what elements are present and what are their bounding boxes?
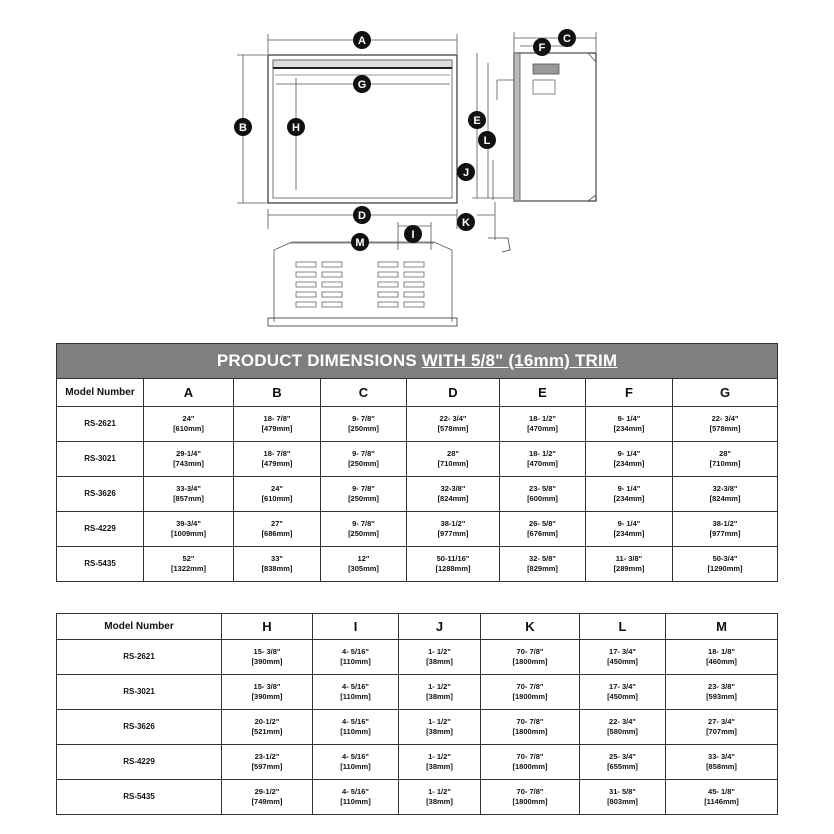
dimension-cell (407, 547, 500, 582)
dimension-inches: 9- 1/4" (617, 484, 641, 493)
dimension-mm: [470mm] (527, 459, 558, 468)
svg-text:H: H (292, 122, 300, 134)
dimension-cell (144, 442, 234, 477)
dimension-mm: [578mm] (709, 424, 741, 433)
dimension-mm: [676mm] (527, 529, 558, 538)
dimension-mm: [824mm] (437, 494, 469, 503)
dimension-mm: [460mm] (706, 657, 737, 666)
dimension-mm: [977mm] (709, 529, 741, 538)
column-header: Model Number (57, 379, 144, 407)
dimension-mm: [686mm] (261, 529, 293, 538)
table-row (57, 780, 778, 815)
svg-text:G: G (357, 79, 367, 91)
dimension-cell (399, 745, 481, 780)
dimension-mm: [250mm] (348, 529, 379, 538)
dimension-inches: 24" (271, 484, 283, 493)
dimension-inches: 18- 7/8" (263, 414, 291, 423)
dimension-mm: [450mm] (607, 657, 638, 666)
dimension-mm: [824mm] (709, 494, 741, 503)
dimension-cell (586, 407, 673, 442)
dimension-mm: [250mm] (348, 494, 379, 503)
dimension-mm: [234mm] (613, 529, 645, 538)
dimension-mm: [707mm] (706, 727, 737, 736)
dimension-mm: [578mm] (437, 424, 469, 433)
table-title-underlined: WITH 5/8" (16mm) TRIM (421, 351, 618, 370)
dimension-mm: [1288mm] (435, 564, 471, 573)
table-header-row (57, 614, 778, 640)
dimension-inches: 45- 1/8" (708, 787, 735, 796)
dimension-inches: 33" (271, 554, 283, 563)
column-header: D (407, 379, 500, 407)
dimension-inches: 9- 1/4" (617, 519, 641, 528)
dimension-inches: 24" (182, 414, 195, 423)
dimension-cell (500, 407, 586, 442)
dimension-cell (144, 512, 234, 547)
dimension-cell (481, 710, 580, 745)
column-header: M (666, 614, 778, 640)
dimension-mm: [710mm] (437, 459, 469, 468)
dimension-mm: [1146mm] (704, 797, 739, 806)
dimension-cell (666, 675, 778, 710)
dimension-inches: 18- 1/2" (529, 449, 556, 458)
table-row (57, 512, 778, 547)
dimension-cell (313, 640, 399, 675)
callout-c (558, 29, 576, 47)
dimension-inches: 4- 5/16" (342, 682, 369, 691)
dimension-inches: 70- 7/8" (516, 682, 544, 691)
dimension-cell (144, 477, 234, 512)
dimension-inches: 22- 3/4" (439, 414, 467, 423)
dimension-cell (673, 407, 778, 442)
dimension-inches: 70- 7/8" (516, 647, 544, 656)
svg-text:M: M (355, 237, 365, 249)
model-number-cell: RS-3626 (57, 477, 144, 512)
table-title: PRODUCT DIMENSIONS WITH 5/8" (16mm) TRIM (57, 344, 778, 379)
dimension-mm: [234mm] (613, 494, 645, 503)
svg-text:I: I (411, 229, 415, 241)
dimension-cell (481, 745, 580, 780)
dimension-cell (673, 512, 778, 547)
column-header: C (321, 379, 407, 407)
column-header: L (580, 614, 666, 640)
dimension-mm: [1800mm] (512, 692, 548, 701)
dimension-mm: [1800mm] (512, 797, 548, 806)
dimension-inches: 18- 7/8" (263, 449, 291, 458)
svg-text:C: C (563, 33, 571, 45)
column-header: G (673, 379, 778, 407)
dimension-inches: 15- 3/8" (253, 647, 281, 656)
top-view (268, 209, 457, 326)
dimension-mm: [38mm] (426, 692, 453, 701)
table-row (57, 407, 778, 442)
model-number-cell: RS-4229 (57, 512, 144, 547)
dimension-inches: 23- 5/8" (529, 484, 556, 493)
dimension-mm: [610mm] (261, 494, 293, 503)
dimensions-table-primary (56, 343, 778, 582)
dimension-inches: 4- 5/16" (342, 752, 369, 761)
dimension-inches: 32-3/8" (440, 484, 466, 493)
dimension-inches: 38-1/2" (712, 519, 738, 528)
dimension-mm: [289mm] (613, 564, 645, 573)
front-view (237, 34, 457, 203)
svg-text:E: E (473, 115, 481, 127)
dimension-inches: 9- 7/8" (352, 484, 375, 493)
dimension-inches: 33-3/4" (176, 484, 201, 493)
dimension-mm: [479mm] (261, 459, 293, 468)
dimension-cell (313, 780, 399, 815)
dimension-cell (407, 477, 500, 512)
table-row (57, 710, 778, 745)
dimension-inches: 27" (271, 519, 283, 528)
dimension-mm: [977mm] (437, 529, 469, 538)
dimension-cell (321, 477, 407, 512)
dimension-inches: 20-1/2" (254, 717, 280, 726)
dimension-mm: [470mm] (527, 424, 558, 433)
dimension-inches: 17- 3/4" (609, 682, 636, 691)
dimension-mm: [305mm] (348, 564, 379, 573)
dimension-mm: [110mm] (340, 727, 371, 736)
callout-g (353, 75, 371, 93)
dimension-mm: [600mm] (527, 494, 558, 503)
dimension-inches: 9- 7/8" (352, 414, 375, 423)
model-number-cell: RS-5435 (57, 547, 144, 582)
dimension-inches: 32-3/8" (712, 484, 738, 493)
dimension-inches: 12" (357, 554, 370, 563)
dimension-cell (580, 745, 666, 780)
dimension-cell (673, 547, 778, 582)
table-row (57, 640, 778, 675)
dimension-cell (500, 547, 586, 582)
dimension-inches: 15- 3/8" (253, 682, 281, 691)
model-number-cell: RS-2621 (57, 640, 222, 675)
callout-k (457, 213, 475, 231)
dimension-mm: [1322mm] (170, 564, 207, 573)
callout-b (234, 118, 252, 136)
column-header: I (313, 614, 399, 640)
dimension-cell (580, 640, 666, 675)
dimension-cell (234, 477, 321, 512)
dimension-mm: [234mm] (613, 459, 645, 468)
dimension-cell (399, 710, 481, 745)
column-header: B (234, 379, 321, 407)
dimension-mm: [1009mm] (170, 529, 207, 538)
dimension-mm: [803mm] (607, 797, 638, 806)
column-header: H (222, 614, 313, 640)
callout-i (404, 225, 422, 243)
dimension-cell (144, 407, 234, 442)
dimension-cell (666, 710, 778, 745)
dimension-cell (222, 710, 313, 745)
dimension-cell (586, 477, 673, 512)
dimension-cell (500, 512, 586, 547)
dimension-inches: 9- 1/4" (617, 449, 641, 458)
dimension-inches: 1- 1/2" (428, 717, 451, 726)
dimension-cell (321, 442, 407, 477)
dimension-inches: 1- 1/2" (428, 682, 451, 691)
dimension-mm: [829mm] (527, 564, 558, 573)
table-title-row (57, 344, 778, 379)
model-number-cell: RS-3021 (57, 442, 144, 477)
dimension-inches: 4- 5/16" (342, 647, 369, 656)
table-row (57, 477, 778, 512)
model-number-cell: RS-4229 (57, 745, 222, 780)
dimension-cell (222, 780, 313, 815)
dimension-mm: [1800mm] (512, 762, 548, 771)
dimension-inches: 23- 3/8" (708, 682, 735, 691)
dimension-cell (666, 640, 778, 675)
dimension-mm: [390mm] (251, 657, 283, 666)
dimension-cell (481, 675, 580, 710)
dimension-cell (407, 442, 500, 477)
dimension-cell (580, 710, 666, 745)
dimension-inches: 4- 5/16" (342, 717, 369, 726)
dimension-mm: [593mm] (706, 692, 737, 701)
column-header: F (586, 379, 673, 407)
dimension-cell (399, 780, 481, 815)
dimension-cell (666, 780, 778, 815)
dimension-mm: [610mm] (173, 424, 204, 433)
dimension-cell (399, 675, 481, 710)
dimension-mm: [110mm] (340, 762, 371, 771)
model-number-cell: RS-2621 (57, 407, 144, 442)
dimension-cell (580, 780, 666, 815)
dimension-inches: 18- 1/8" (708, 647, 735, 656)
dimension-mm: [38mm] (426, 727, 453, 736)
dimension-cell (321, 547, 407, 582)
dimension-mm: [580mm] (607, 727, 638, 736)
dimensions-table-secondary (56, 613, 778, 815)
svg-text:K: K (462, 217, 470, 229)
column-header: E (500, 379, 586, 407)
dimension-inches: 22- 3/4" (609, 717, 636, 726)
table-header-row (57, 379, 778, 407)
dimension-drawing (0, 0, 834, 340)
dimension-mm: [521mm] (251, 727, 283, 736)
dimension-inches: 70- 7/8" (516, 717, 544, 726)
dimension-inches: 50-11/16" (436, 554, 470, 563)
model-number-cell: RS-3626 (57, 710, 222, 745)
svg-text:A: A (358, 35, 366, 47)
dimension-cell (673, 442, 778, 477)
dimension-cell (673, 477, 778, 512)
dimension-mm: [38mm] (426, 657, 453, 666)
dimension-cell (313, 745, 399, 780)
dimension-mm: [479mm] (261, 424, 293, 433)
table-row (57, 675, 778, 710)
dimension-inches: 9- 1/4" (617, 414, 641, 423)
dimension-cell (222, 745, 313, 780)
dimension-cell (313, 675, 399, 710)
dimension-cell (407, 407, 500, 442)
dimension-mm: [1800mm] (512, 657, 548, 666)
dimension-inches: 1- 1/2" (428, 787, 451, 796)
dimension-cell (481, 640, 580, 675)
column-header: J (399, 614, 481, 640)
dimension-inches: 28" (447, 449, 459, 458)
dimension-mm: [655mm] (607, 762, 638, 771)
dimension-mm: [838mm] (261, 564, 293, 573)
dimension-inches: 9- 7/8" (352, 449, 375, 458)
dimension-mm: [749mm] (251, 797, 283, 806)
column-header: K (481, 614, 580, 640)
dimension-cell (481, 780, 580, 815)
dimension-inches: 1- 1/2" (428, 752, 451, 761)
svg-text:D: D (358, 210, 366, 222)
dimension-inches: 33- 3/4" (708, 752, 735, 761)
dimension-cell (321, 407, 407, 442)
dimension-cell (222, 640, 313, 675)
dimension-inches: 9- 7/8" (352, 519, 375, 528)
dimension-cell (222, 675, 313, 710)
dimension-mm: [743mm] (173, 459, 204, 468)
dimension-cell (234, 512, 321, 547)
dimension-inches: 25- 3/4" (609, 752, 636, 761)
dimension-inches: 23-1/2" (254, 752, 280, 761)
dimension-mm: [450mm] (607, 692, 638, 701)
callout-f (533, 38, 551, 56)
dimension-cell (234, 547, 321, 582)
dimension-cell (666, 745, 778, 780)
dimension-cell (586, 547, 673, 582)
dimension-inches: 39-3/4" (176, 519, 201, 528)
table-row (57, 547, 778, 582)
dimension-inches: 52" (182, 554, 195, 563)
model-number-cell: RS-3021 (57, 675, 222, 710)
dimension-inches: 38-1/2" (440, 519, 466, 528)
dimension-mm: [858mm] (706, 762, 737, 771)
dimension-cell (580, 675, 666, 710)
dimension-mm: [390mm] (251, 692, 283, 701)
dimension-cell (586, 442, 673, 477)
svg-text:B: B (239, 122, 247, 134)
dimension-inches: 4- 5/16" (342, 787, 369, 796)
dimension-inches: 17- 3/4" (609, 647, 636, 656)
dimension-cell (144, 547, 234, 582)
dimension-inches: 29-1/2" (254, 787, 280, 796)
dimension-cell (586, 512, 673, 547)
dimension-inches: 22- 3/4" (711, 414, 739, 423)
dimension-mm: [234mm] (613, 424, 645, 433)
svg-text:F: F (538, 42, 546, 54)
model-number-cell: RS-5435 (57, 780, 222, 815)
dimension-mm: [38mm] (426, 797, 453, 806)
dimension-inches: 31- 5/8" (609, 787, 636, 796)
dimension-inches: 50-3/4" (712, 554, 738, 563)
dimension-inches: 27- 3/4" (708, 717, 735, 726)
column-header: Model Number (57, 614, 222, 640)
dimension-mm: [110mm] (340, 797, 371, 806)
dimension-inches: 28" (719, 449, 731, 458)
callout-j (457, 163, 475, 181)
dimension-cell (234, 407, 321, 442)
dimension-cell (399, 640, 481, 675)
dimension-cell (500, 477, 586, 512)
dimension-mm: [250mm] (348, 459, 379, 468)
table-row (57, 442, 778, 477)
dimension-mm: [250mm] (348, 424, 379, 433)
callout-e (468, 111, 486, 129)
callout-l (478, 131, 496, 149)
dimension-mm: [110mm] (340, 692, 371, 701)
dimension-cell (407, 512, 500, 547)
callout-a (353, 31, 371, 49)
column-header: A (144, 379, 234, 407)
callout-h (287, 118, 305, 136)
dimension-mm: [1290mm] (707, 564, 743, 573)
dimension-cell (234, 442, 321, 477)
dimension-cell (321, 512, 407, 547)
table-row (57, 745, 778, 780)
svg-text:J: J (462, 167, 470, 179)
dimension-mm: [110mm] (340, 657, 371, 666)
svg-text:L: L (483, 135, 491, 147)
dimension-cell (313, 710, 399, 745)
dimension-inches: 32- 5/8" (529, 554, 556, 563)
dimension-cell (500, 442, 586, 477)
dimension-inches: 29-1/4" (176, 449, 201, 458)
dimension-inches: 18- 1/2" (529, 414, 556, 423)
callout-d (353, 206, 371, 224)
dimension-inches: 26- 5/8" (529, 519, 556, 528)
dimension-mm: [38mm] (426, 762, 453, 771)
dimension-inches: 70- 7/8" (516, 752, 544, 761)
dimension-mm: [597mm] (251, 762, 283, 771)
dimension-inches: 70- 7/8" (516, 787, 544, 796)
dimension-mm: [710mm] (709, 459, 741, 468)
dimension-inches: 1- 1/2" (428, 647, 451, 656)
dimension-inches: 11- 3/8" (615, 554, 643, 563)
dimension-mm: [857mm] (173, 494, 204, 503)
dimension-mm: [1800mm] (512, 727, 548, 736)
callout-m (351, 233, 369, 251)
